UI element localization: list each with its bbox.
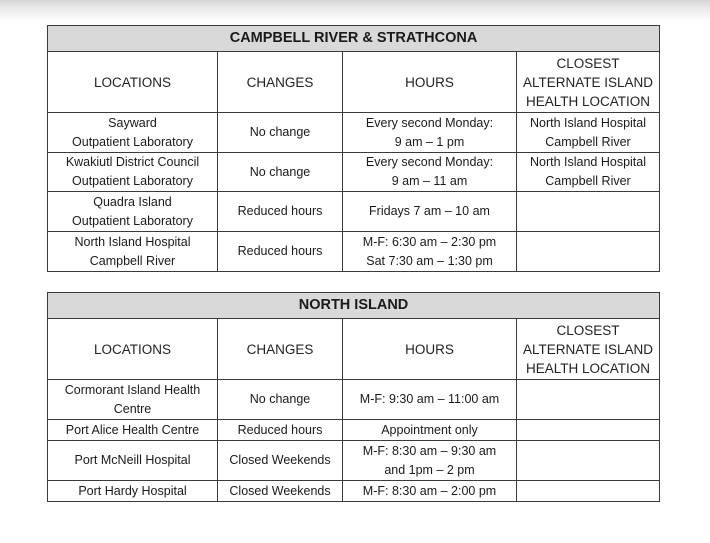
- campbell-river-strathcona-table: [47, 25, 660, 272]
- hours-cell: M-F: 8:30 am – 9:30 am and 1pm – 2 pm: [343, 441, 517, 481]
- hours-cell: M-F: 6:30 am – 2:30 pm Sat 7:30 am – 1:30 pm: [343, 232, 517, 272]
- hours-cell: Fridays 7 am – 10 am: [343, 192, 517, 232]
- location-cell: Port Alice Health Centre: [48, 420, 218, 441]
- table-row: [48, 192, 660, 232]
- table-row: [48, 232, 660, 272]
- hours-cell: M-F: 8:30 am – 2:00 pm: [343, 481, 517, 502]
- column-header-changes: CHANGES: [218, 319, 343, 380]
- alternate-cell: [517, 481, 660, 502]
- location-cell: Sayward Outpatient Laboratory: [48, 113, 218, 153]
- top-shadow: [0, 0, 710, 22]
- change-cell: No change: [218, 380, 343, 420]
- table-row: [48, 481, 660, 502]
- section-title: CAMPBELL RIVER & STRATHCONA: [48, 26, 660, 52]
- alternate-cell: [517, 192, 660, 232]
- table-row: [48, 153, 660, 192]
- location-cell: Port Hardy Hospital: [48, 481, 218, 502]
- column-header-alternate: CLOSEST ALTERNATE ISLAND HEALTH LOCATION: [517, 319, 660, 380]
- column-header-hours: HOURS: [343, 52, 517, 113]
- location-cell: Kwakiutl District Council Outpatient Laboratory: [48, 153, 218, 192]
- table-row: [48, 441, 660, 481]
- section-title: NORTH ISLAND: [48, 293, 660, 319]
- table-row: [48, 420, 660, 441]
- location-cell: Port McNeill Hospital: [48, 441, 218, 481]
- change-cell: Closed Weekends: [218, 481, 343, 502]
- alternate-cell: [517, 380, 660, 420]
- table-row: [48, 113, 660, 153]
- change-cell: Reduced hours: [218, 232, 343, 272]
- column-header-hours: HOURS: [343, 319, 517, 380]
- column-header-alternate: CLOSEST ALTERNATE ISLAND HEALTH LOCATION: [517, 52, 660, 113]
- table-row: [48, 380, 660, 420]
- change-cell: No change: [218, 113, 343, 153]
- change-cell: Reduced hours: [218, 192, 343, 232]
- location-cell: Cormorant Island Health Centre: [48, 380, 218, 420]
- column-header-changes: CHANGES: [218, 52, 343, 113]
- hours-cell: Every second Monday: 9 am – 1 pm: [343, 113, 517, 153]
- column-header-locations: LOCATIONS: [48, 52, 218, 113]
- location-cell: Quadra Island Outpatient Laboratory: [48, 192, 218, 232]
- column-header-locations: LOCATIONS: [48, 319, 218, 380]
- north-island-table: [47, 292, 660, 502]
- alternate-cell: North Island Hospital Campbell River: [517, 153, 660, 192]
- change-cell: Closed Weekends: [218, 441, 343, 481]
- change-cell: Reduced hours: [218, 420, 343, 441]
- location-cell: North Island Hospital Campbell River: [48, 232, 218, 272]
- hours-cell: Every second Monday: 9 am – 11 am: [343, 153, 517, 192]
- hours-cell: Appointment only: [343, 420, 517, 441]
- change-cell: No change: [218, 153, 343, 192]
- alternate-cell: [517, 232, 660, 272]
- alternate-cell: North Island Hospital Campbell River: [517, 113, 660, 153]
- alternate-cell: [517, 420, 660, 441]
- hours-cell: M-F: 9:30 am – 11:00 am: [343, 380, 517, 420]
- alternate-cell: [517, 441, 660, 481]
